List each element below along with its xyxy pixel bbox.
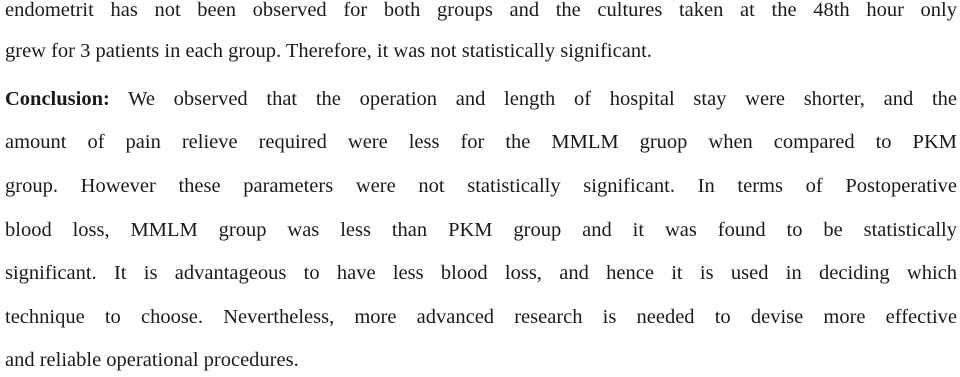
paragraph-line xyxy=(5,171,957,201)
paragraph-line xyxy=(5,345,957,375)
paragraph-line xyxy=(5,0,957,25)
conclusion-line xyxy=(5,84,957,114)
line-text: We observed that the operation and length of hospital stay were shorter, and the xyxy=(128,88,957,110)
paragraph-line xyxy=(5,127,957,157)
conclusion-heading: Conclusion: xyxy=(5,88,110,110)
paragraph-line xyxy=(5,215,957,245)
line-text: endometrit has not been observed for both groups and the cultures taken at the 48th hour only xyxy=(5,0,957,21)
line-text: group. However these parameters were not statistically significant. In terms of Postoperative xyxy=(5,175,957,197)
paragraph-line xyxy=(5,302,957,332)
line-text: technique to choose. Nevertheless, more advanced research is needed to devise more effective xyxy=(5,306,957,328)
line-text: significant. It is advantageous to have less blood loss, and hence it is used in deciding which xyxy=(5,262,957,284)
line-text: grew for 3 patients in each group. Therefore, it was not statistically significant. xyxy=(5,40,652,62)
line-text: amount of pain relieve required were less for the MMLM gruop when compared to PKM xyxy=(5,131,957,153)
paragraph-line xyxy=(5,258,957,288)
paragraph-line xyxy=(5,36,957,66)
line-text: and reliable operational procedures. xyxy=(5,349,299,371)
line-text: blood loss, MMLM group was less than PKM group and it was found to be statistically xyxy=(5,219,957,241)
